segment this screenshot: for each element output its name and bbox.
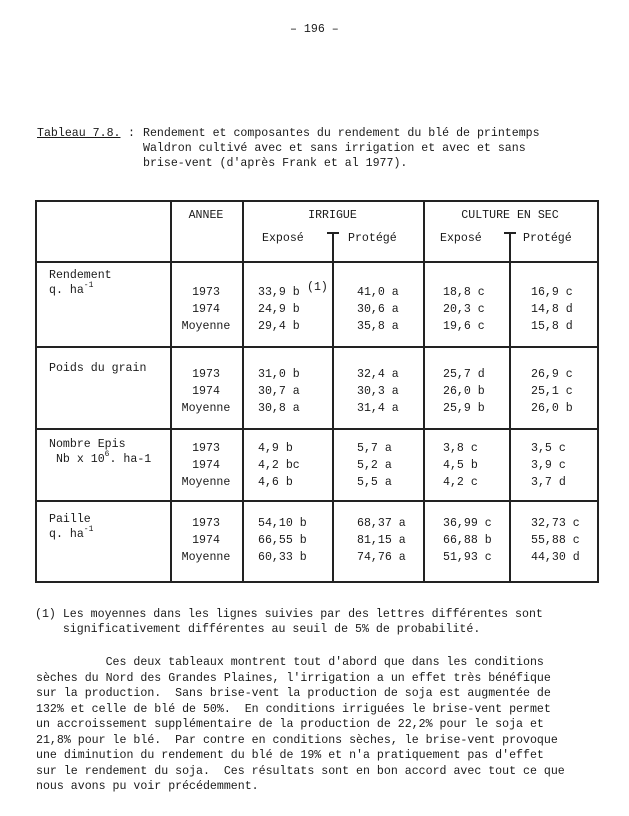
value-cell: 15,8 d — [531, 320, 573, 333]
value-cell: 31,0 b — [258, 368, 300, 381]
year-cell: 1974 — [192, 534, 220, 547]
value-cell: 4,9 b — [258, 442, 293, 455]
table-border-right — [597, 200, 599, 583]
paragraph-line: sèches du Nord des Grandes Plaines, l'irrigation a un effet très bénéfique — [36, 672, 551, 685]
value-cell: 35,8 a — [357, 320, 399, 333]
row-group-label-text: Poids du grain — [49, 362, 147, 375]
value-cell: 4,2 c — [443, 476, 478, 489]
header-sec-expose: Exposé — [440, 232, 482, 245]
value-cell: 4,2 bc — [258, 459, 300, 472]
paragraph-line: sur la production. Sans brise-vent la production de soja est augmentée de — [36, 687, 551, 700]
value-cell: 30,3 a — [357, 385, 399, 398]
unit-exponent: 6 — [104, 450, 110, 459]
paragraph-line: sur le rendement du soja. Ces résultats sont en bon accord avec tout ce que — [36, 765, 565, 778]
footnote-line: significativement différentes au seuil de 5% de probabilité. — [35, 623, 481, 636]
value-cell: 26,0 b — [443, 385, 485, 398]
value-cell: 20,3 c — [443, 303, 485, 316]
year-cell: Moyenne — [181, 551, 231, 564]
value-cell: 16,9 c — [531, 286, 573, 299]
row-group-label-text: q. ha — [49, 284, 84, 297]
value-cell: 29,4 b — [258, 320, 300, 333]
year-cell: 1973 — [192, 442, 220, 455]
header-annee: ANNEE — [188, 209, 224, 222]
table-border-bottom — [35, 581, 599, 583]
caption-label: Tableau 7.8. — [37, 127, 121, 140]
year-cell: Moyenne — [181, 476, 231, 489]
table-border-left — [35, 200, 37, 583]
value-cell: 25,7 d — [443, 368, 485, 381]
column-divider — [423, 200, 425, 583]
paragraph-line: nous avons pu voir précédemment. — [36, 780, 259, 793]
value-cell: 3,9 c — [531, 459, 566, 472]
value-cell: 26,9 c — [531, 368, 573, 381]
value-cell: 74,76 a — [357, 551, 406, 564]
column-divider — [509, 232, 511, 583]
row-group-label-text: Nombre Epis — [49, 438, 126, 451]
page-number: – 196 – — [290, 23, 339, 36]
value-cell: 5,5 a — [357, 476, 392, 489]
value-cell: 14,8 d — [531, 303, 573, 316]
value-cell: 41,0 a — [357, 286, 399, 299]
paragraph-line: une diminution du rendement du blé de 19% et n'a pratiquement pas d'effet — [36, 749, 544, 762]
header-irrigue-expose: Exposé — [262, 232, 304, 245]
paragraph-line: Ces deux tableaux montrent tout d'abord que dans les conditions — [36, 656, 544, 669]
year-cell: 1973 — [192, 517, 220, 530]
year-cell: 1973 — [192, 286, 220, 299]
footnote-line: (1) Les moyennes dans les lignes suivies par des lettres différentes sont — [35, 608, 543, 621]
header-sec-protege: Protégé — [523, 232, 572, 245]
value-cell: 4,5 b — [443, 459, 478, 472]
value-cell: 68,37 a — [357, 517, 406, 530]
year-cell: 1973 — [192, 368, 220, 381]
footnote-marker: (1) — [307, 281, 328, 294]
year-cell: 1974 — [192, 385, 220, 398]
row-group-label — [49, 437, 126, 452]
header-irrigue-protege: Protégé — [348, 232, 397, 245]
row-group-label — [49, 283, 93, 298]
value-cell: 55,88 c — [531, 534, 580, 547]
header-culture-en-sec: CULTURE EN SEC — [461, 209, 559, 222]
year-cell: 1974 — [192, 459, 220, 472]
column-divider-cap — [504, 232, 516, 234]
row-group-label-text: Rendement — [49, 269, 112, 282]
value-cell: 44,30 d — [531, 551, 580, 564]
value-cell: 31,4 a — [357, 402, 399, 415]
value-cell: 5,2 a — [357, 459, 392, 472]
value-cell: 36,99 c — [443, 517, 492, 530]
unit-exponent: -1 — [83, 281, 94, 290]
row-group-label — [49, 268, 112, 283]
caption-line: Waldron cultivé avec et sans irrigation et avec et sans — [143, 142, 526, 155]
value-cell: 30,6 a — [357, 303, 399, 316]
value-cell: 5,7 a — [357, 442, 392, 455]
year-cell: Moyenne — [181, 320, 231, 333]
row-group-label — [49, 452, 151, 467]
unit-exponent: -1 — [83, 525, 94, 534]
value-cell: 25,1 c — [531, 385, 573, 398]
column-divider — [242, 200, 244, 583]
paragraph-line: un accroissement supplémentaire de la production de 22,2% pour le soja et — [36, 718, 544, 731]
value-cell: 32,73 c — [531, 517, 580, 530]
value-cell: 25,9 b — [443, 402, 485, 415]
value-cell: 3,7 d — [531, 476, 566, 489]
value-cell: 32,4 a — [357, 368, 399, 381]
value-cell: 33,9 b — [258, 286, 300, 299]
paragraph-line: 21,8% pour le blé. Par contre en conditions sèches, le brise-vent provoque — [36, 734, 558, 747]
row-divider — [35, 346, 599, 348]
row-group-label-text: Nb x 10 — [49, 453, 105, 466]
value-cell: 60,33 b — [258, 551, 307, 564]
value-cell: 66,88 b — [443, 534, 492, 547]
value-cell: 19,6 c — [443, 320, 485, 333]
row-group-label-text: Paille — [49, 513, 91, 526]
row-divider — [35, 428, 599, 430]
value-cell: 66,55 b — [258, 534, 307, 547]
value-cell: 24,9 b — [258, 303, 300, 316]
value-cell: 30,7 a — [258, 385, 300, 398]
row-group-label — [49, 361, 146, 376]
table-border-top — [35, 200, 599, 202]
column-divider — [332, 232, 334, 583]
value-cell: 54,10 b — [258, 517, 307, 530]
row-group-label — [49, 527, 93, 542]
caption-line: brise-vent (d'après Frank et al 1977). — [143, 157, 408, 170]
unit-suffix: . ha-1 — [109, 453, 152, 466]
year-cell: Moyenne — [181, 402, 231, 415]
header-irrigue: IRRIGUE — [308, 209, 357, 222]
value-cell: 26,0 b — [531, 402, 573, 415]
caption-separator: : — [128, 127, 135, 140]
value-cell: 3,8 c — [443, 442, 478, 455]
value-cell: 3,5 c — [531, 442, 566, 455]
year-cell: 1974 — [192, 303, 220, 316]
value-cell: 81,15 a — [357, 534, 406, 547]
row-group-label-text: q. ha — [49, 528, 84, 541]
row-divider — [35, 261, 599, 263]
caption-line: Rendement et composantes du rendement du blé de printemps — [143, 127, 540, 140]
row-divider — [35, 500, 599, 502]
value-cell: 4,6 b — [258, 476, 293, 489]
value-cell: 51,93 c — [443, 551, 492, 564]
column-divider-cap — [327, 232, 339, 234]
value-cell: 18,8 c — [443, 286, 485, 299]
value-cell: 30,8 a — [258, 402, 300, 415]
paragraph-line: 132% et celle de blé de 50%. En conditions irriguées le brise-vent permet — [36, 703, 551, 716]
